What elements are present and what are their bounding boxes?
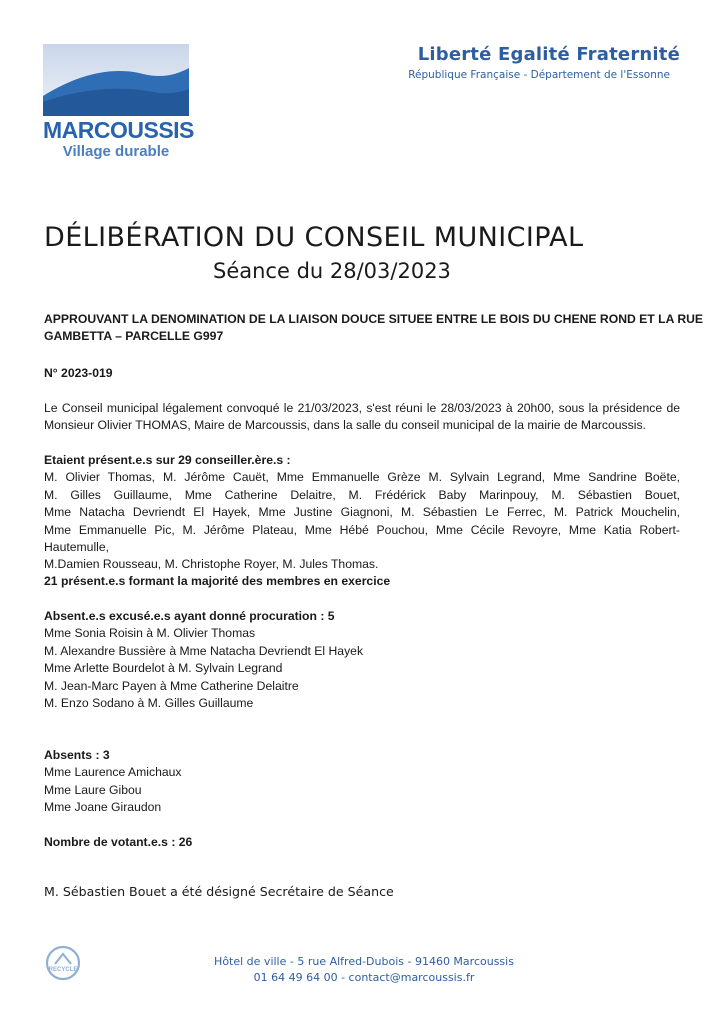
marcoussis-logo — [43, 44, 194, 164]
proxy-item: M. Jean-Marc Payen à Mme Catherine Delaitre — [44, 678, 299, 693]
footer-address: Hôtel de ville - 5 rue Alfred-Dubois - 91460 Marcoussis — [214, 955, 514, 968]
proxy-item: Mme Arlette Bourdelot à M. Sylvain Legrand — [44, 661, 283, 676]
present-line: Mme Emmanuelle Pic, M. Jérôme Plateau, Mme Hébé Pouchou, Mme Cécile Revoyre, Mme Katia Robert-Hautemulle, — [44, 522, 680, 555]
proxy-item: Mme Sonia Roisin à M. Olivier Thomas — [44, 626, 256, 641]
session-date: Séance du 28/03/2023 — [213, 259, 451, 283]
proxy-section — [44, 608, 680, 712]
majority-statement: 21 présent.e.s formant la majorité des membres en exercice — [44, 574, 391, 588]
proxy-item: M. Enzo Sodano à M. Gilles Guillaume — [44, 696, 254, 711]
republic-motto — [408, 44, 680, 81]
subject-line: GAMBETTA – PARCELLE G997 — [44, 329, 224, 344]
absent-item: Mme Laurence Amichaux — [44, 765, 182, 780]
absent-heading: Absents : 3 — [44, 748, 110, 762]
logo-tagline: Village durable — [62, 143, 170, 160]
recycle-icon — [44, 944, 82, 982]
present-heading: Etaient présent.e.s sur 29 conseiller.ère.s : — [44, 453, 291, 467]
deliberation-number: N° 2023-019 — [44, 366, 113, 380]
page-title: DÉLIBÉRATION DU CONSEIL MUNICIPAL — [44, 222, 584, 253]
convocation-line: Monsieur Olivier THOMAS, Maire de Marcoussis, dans la salle du conseil municipal de la mairie de Marcoussis. — [44, 418, 646, 433]
absent-section — [44, 747, 680, 817]
subject-line: APPROUVANT LA DENOMINATION DE LA LIAISON DOUCE SITUEE ENTRE LE BOIS DU CHENE ROND ET LA RUE — [44, 312, 704, 326]
present-line: Mme Natacha Devriendt El Hayek, Mme Justine Giagnoni, M. Sébastien Le Ferrec, M. Patrick Mouchelin, — [44, 505, 680, 520]
convocation-paragraph — [44, 400, 680, 435]
present-line: M. Gilles Guillaume, Mme Catherine Delaitre, M. Frédérick Baby Marinpouy, M. Sébastien Bouet, — [44, 487, 680, 502]
absent-item: Mme Laure Gibou — [44, 782, 142, 797]
footer — [214, 954, 514, 985]
proxy-heading: Absent.e.s excusé.e.s ayant donné procuration : 5 — [44, 609, 335, 623]
convocation-line: Le Conseil municipal légalement convoqué le 21/03/2023, s'est réuni le 28/03/2023 à 20h00, sous la présidence de — [44, 401, 680, 415]
voter-count: Nombre de votant.e.s : 26 — [44, 835, 193, 849]
present-line: M. Olivier Thomas, M. Jérôme Cauët, Mme Emmanuelle Grèze M. Sylvain Legrand, Mme Sandrine Boëte, — [44, 470, 680, 485]
footer-contact: 01 64 49 64 00 - contact@marcoussis.fr — [253, 970, 475, 984]
secretary-statement: M. Sébastien Bouet a été désigné Secrétaire de Séance — [44, 884, 394, 899]
logo-wave-graphic — [43, 44, 189, 116]
present-section — [44, 452, 680, 574]
absent-item: Mme Joane Giraudon — [44, 800, 162, 815]
deliberation-subject — [44, 311, 704, 346]
present-line: M.Damien Rousseau, M. Christophe Royer, M. Jules Thomas. — [44, 557, 379, 572]
proxy-item: M. Alexandre Bussière à Mme Natacha Devriendt El Hayek — [44, 643, 364, 658]
recycle-icon-label: RECYCLE — [48, 967, 78, 973]
motto-sub: République Française - Département de l'Essonne — [408, 69, 670, 81]
logo-name: MARCOUSSIS — [43, 117, 194, 143]
motto-main: Liberté Egalité Fraternité — [417, 44, 680, 65]
